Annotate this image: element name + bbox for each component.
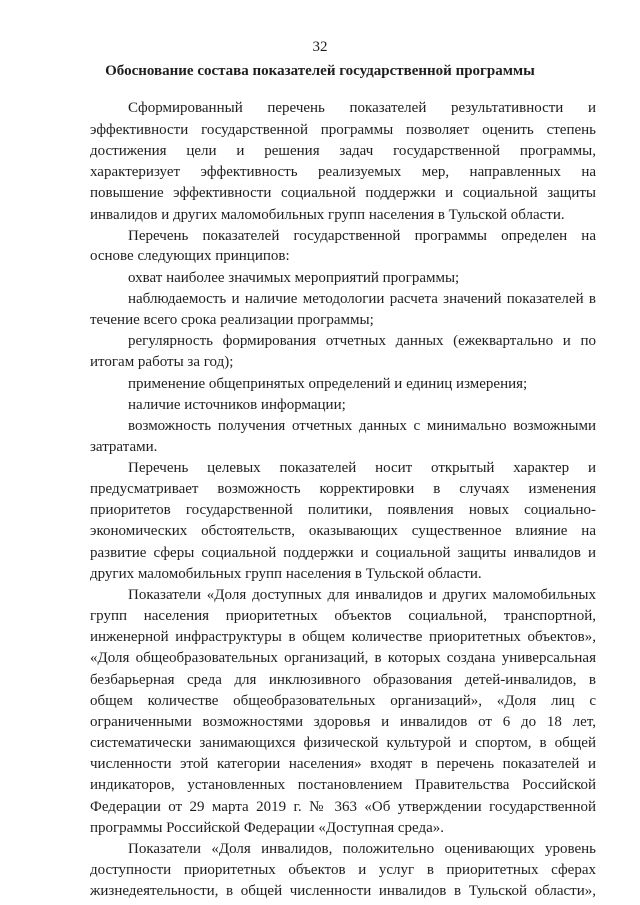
text-line: Перечень целевых показателей носит открытый характер и [128,460,596,476]
text-line: основе следующих принципов: [90,248,290,264]
text-line: численности этой категории населения» входят в перечень показателей и [90,756,596,772]
text-line: применение общепринятых определений и единиц измерения; [128,376,528,392]
text-line: Федерации от 29 марта 2019 г. № 363 «Об утверждении государственной [90,799,596,815]
text-line: приоритетов государственной политики, появления новых социально- [90,502,596,518]
text-line: систематически занимающихся физической культурой и спортом, в общей [90,735,596,751]
text-line: охват наиболее значимых мероприятий программы; [128,270,460,286]
text-line: инженерной инфраструктуры в общем количестве приоритетных объектов», [90,629,596,645]
text-line: наблюдаемость и наличие методологии расчета значений показателей в [128,291,596,307]
text-line: безбарьерная среда для инклюзивного образования детей-инвалидов, в [90,672,596,688]
text-line: течение всего срока реализации программы; [90,312,374,328]
text-line: ограниченными возможностями здоровья и инвалидов от 6 до 18 лет, [90,714,596,730]
text-line: общем количестве общеобразовательных организаций», «Доля лиц с [90,693,596,709]
text-line: Сформированный перечень показателей результативности и [128,100,596,116]
text-line: «Доля общеобразовательных организаций, в которых создана универсальная [90,650,596,666]
text-line: инвалидов и других маломобильных групп населения в Тульской области. [90,207,565,223]
text-line: эффективности государственной программы позволяет оценить степень [90,122,596,138]
text-line: наличие источников информации; [128,397,346,413]
page-number: 32 [312,39,328,55]
text-line: повышение эффективности социальной поддержки и социальной защиты [90,185,596,201]
text-line: индикаторов, установленных постановлением Правительства Российской [90,777,596,793]
text-line: программы Российской Федерации «Доступная среда». [90,820,445,836]
text-line: возможность получения отчетных данных с минимально возможными [128,418,596,434]
text-line: итогам работы за год); [90,354,234,370]
text-line: достижения цели и решения задач государственной программы, [90,143,596,159]
text-line: экономических обстоятельств, оказывающих существенное влияние на [90,523,596,539]
text-line: групп населения приоритетных объектов социальной, транспортной, [90,608,596,624]
text-line: регулярность формирования отчетных данных (ежеквартально и по [128,333,596,349]
text-line: Показатели «Доля доступных для инвалидов и других маломобильных [128,587,596,603]
text-line: развитие сферы социальной поддержки и социальной защиты инвалидов и [90,545,596,561]
text-line: доступности приоритетных объектов и услуг в приоритетных сферах [90,862,596,878]
text-line: Показатели «Доля инвалидов, положительно оценивающих уровень [128,841,596,857]
text-line: других маломобильных групп населения в Тульской области. [90,566,482,582]
text-line: предусматривает возможность корректировки в случаях изменения [90,481,596,497]
text-line: Перечень показателей государственной программы определен на [128,228,596,244]
text-line: затратами. [90,439,158,455]
section-heading: Обоснование состава показателей государственной программы [105,63,535,79]
text-line: жизнедеятельности, в общей численности инвалидов в Тульской области», [90,883,596,899]
text-line: характеризует эффективность реализуемых мер, направленных на [90,164,596,180]
